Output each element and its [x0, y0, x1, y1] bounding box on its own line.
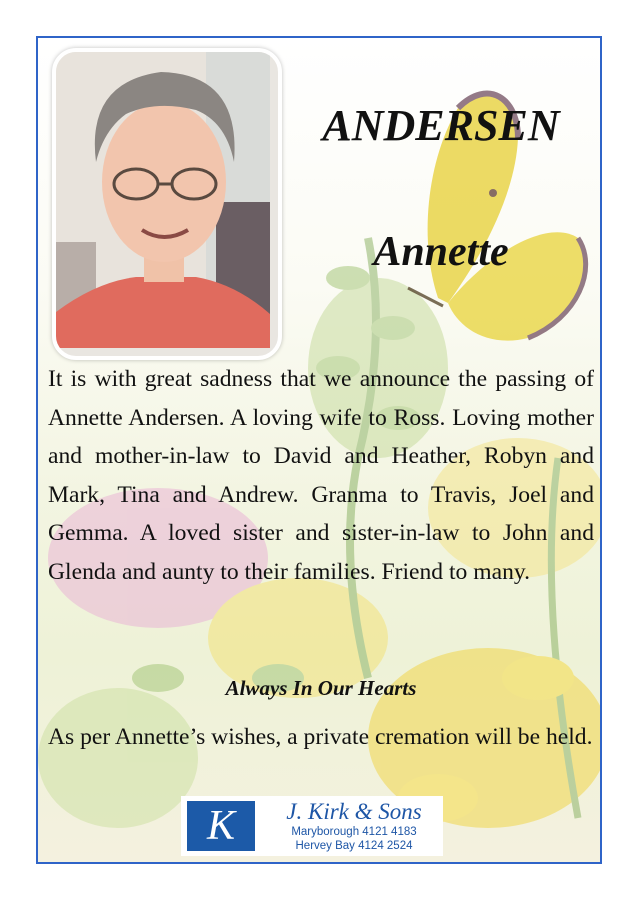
logo-letter: K: [206, 803, 235, 849]
motto-text: Always In Our Hearts: [225, 676, 417, 700]
green-leaf-blur: [38, 688, 198, 828]
sponsor-phone-hervey-bay: Hervey Bay 4124 2524: [295, 840, 413, 852]
funeral-director-logo: [181, 796, 443, 856]
sponsor-phone-maryborough: Maryborough 4121 4183: [291, 826, 417, 838]
kirk-logo-icon: [187, 801, 255, 851]
portrait-image: [56, 52, 270, 348]
surname-heading: ANDERSEN: [322, 101, 560, 150]
sponsor-name: J. Kirk & Sons: [286, 799, 422, 824]
notice-body: It is with great sadness that we announce the passing of Annette Andersen. A loving wife to Ross. Loving mother and mother-in-law to David and Heather, Robyn and Mark, Tina and Andrew. Granma to Travis, Joel and Gemma. A loved sister and sister-in-law to John and Glenda and aunty to their families. Friend to many.: [48, 366, 594, 585]
leaf: [371, 316, 415, 340]
notice-frame: [36, 36, 602, 864]
closing-text: As per Annette’s wishes, a private cremation will be held.: [48, 724, 593, 750]
portrait-photo: [52, 48, 282, 360]
given-name-heading: Annette: [373, 229, 509, 275]
